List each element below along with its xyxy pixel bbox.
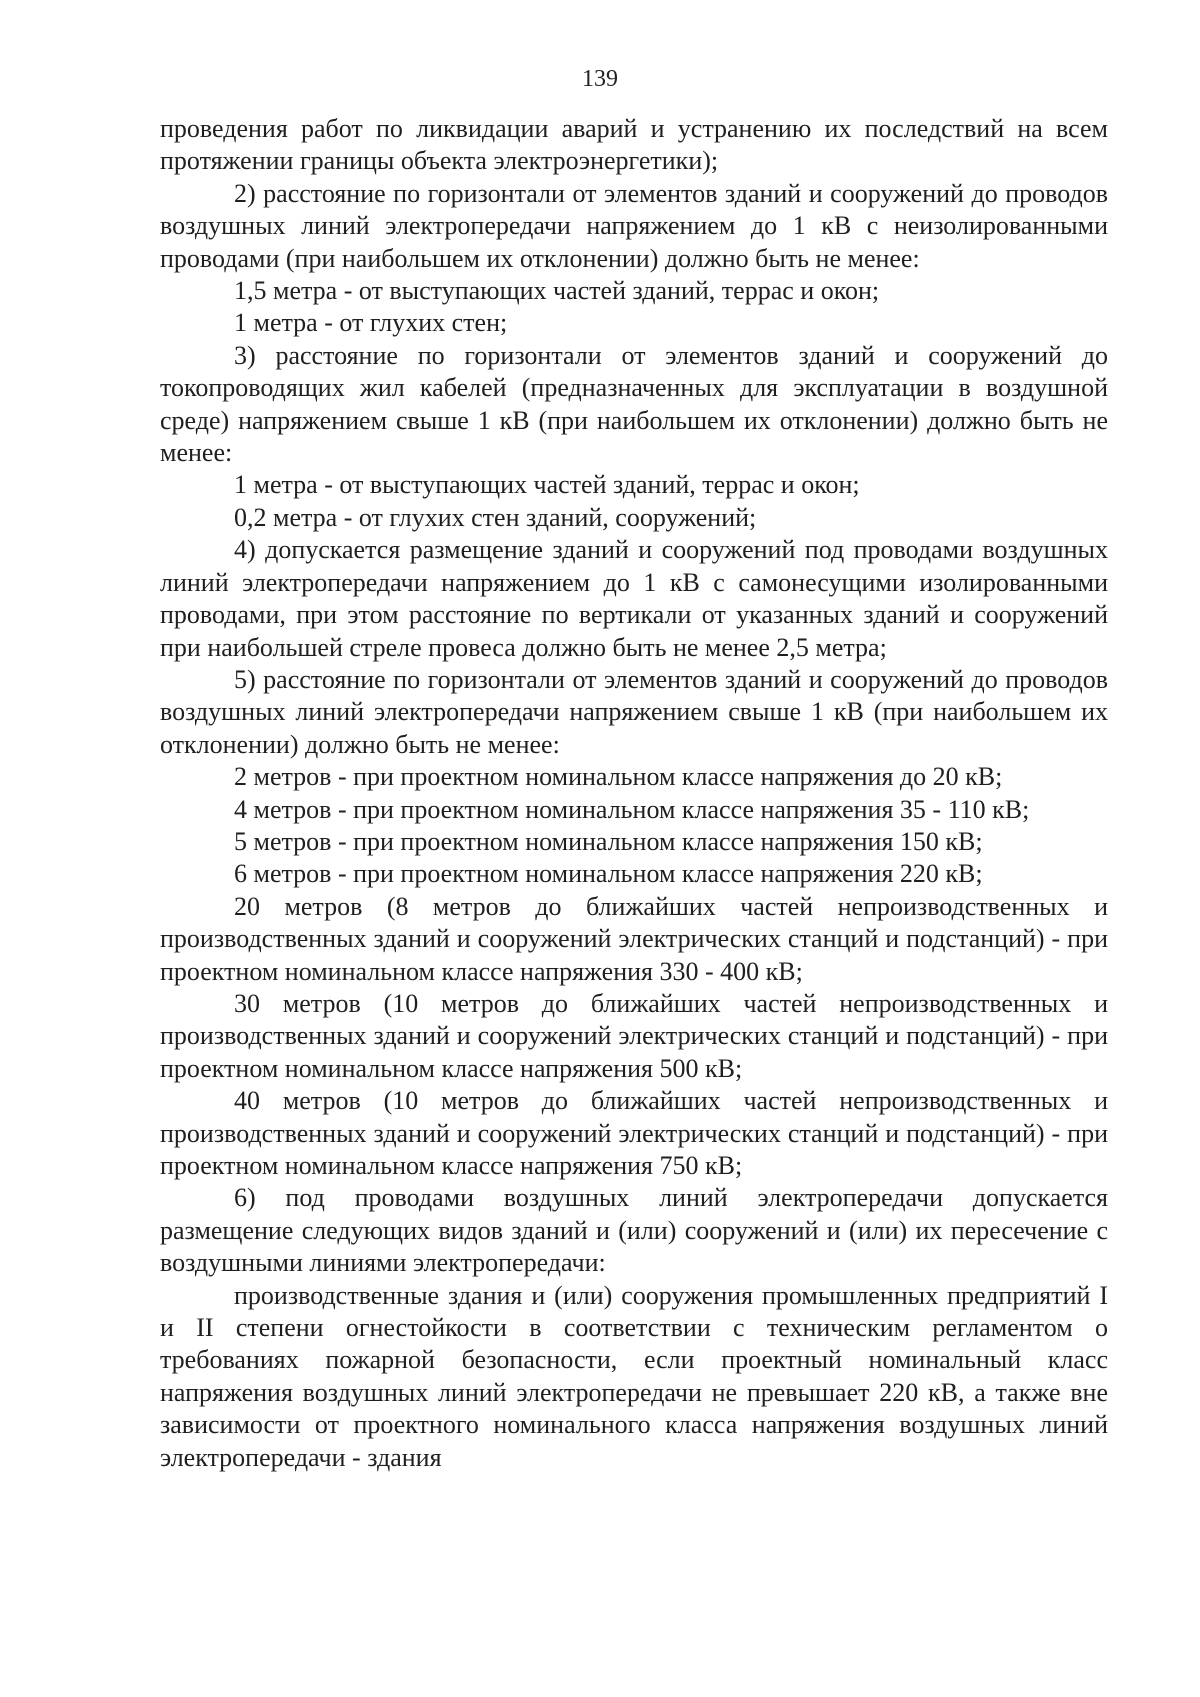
paragraph: 4 метров - при проектном номинальном классе напряжения 35 - 110 кВ; (234, 794, 1030, 824)
paragraph: 2 метров - при проектном номинальном классе напряжения до 20 кВ; (234, 762, 1003, 792)
paragraph: 40 метров (10 метров до ближайших частей непроизводственных и производственных зданий и сооружений электрических станций и подстанций) - при проектном номинальном классе напряжения 750 кВ; (160, 1086, 1108, 1180)
paragraph: 1 метра - от глухих стен; (234, 308, 508, 338)
body-text (160, 113, 1108, 1474)
paragraph: 1,5 метра - от выступающих частей зданий, террас и окон; (234, 276, 880, 306)
paragraph: 1 метра - от выступающих частей зданий, террас и окон; (234, 470, 860, 500)
paragraph: 20 метров (8 метров до ближайших частей непроизводственных и производственных зданий и сооружений электрических станций и подстанций) - при проектном номинальном классе напряжения 330 - 400 кВ; (160, 891, 1108, 986)
paragraph: 0,2 метра - от глухих стен зданий, сооружений; (234, 502, 757, 532)
paragraph: 30 метров (10 метров до ближайших частей непроизводственных и производственных зданий и сооружений электрических станций и подстанций) - при проектном номинальном классе напряжения 500 кВ; (160, 988, 1108, 1083)
paragraph: 2) расстояние по горизонтали от элементов зданий и сооружений до проводов воздушных линий электропередачи напряжением до 1 кВ с неизолированными проводами (при наибольшем их отклонении) должно быть не менее: (160, 178, 1108, 273)
paragraph: 6 метров - при проектном номинальном классе напряжения 220 кВ; (234, 859, 983, 889)
paragraph: 3) расстояние по горизонтали от элементов зданий и сооружений до токопроводящих жил кабелей (предназначенных для эксплуатации в воздушной среде) напряжением свыше 1 кВ (при наибольшем их отклонении) должно быть не менее: (160, 340, 1108, 468)
paragraph: проведения работ по ликвидации аварий и устранению их последствий на всем протяжении границы объекта электроэнергетики); (160, 114, 1108, 176)
paragraph: 4) допускается размещение зданий и сооружений под проводами воздушных линий электропередачи напряжением до 1 кВ с самонесущими изолированными проводами, при этом расстояние по вертикали от указанных зданий и сооружений при наибольшей стреле провеса должно быть не менее 2,5 метра; (160, 535, 1108, 662)
paragraph: 5) расстояние по горизонтали от элементов зданий и сооружений до проводов воздушных линий электропередачи напряжением свыше 1 кВ (при наибольшем их отклонении) должно быть не менее: (160, 664, 1108, 759)
paragraph: 5 метров - при проектном номинальном классе напряжения 150 кВ; (234, 826, 983, 856)
paragraph: производственные здания и (или) сооружения промышленных предприятий I и II степени огнестойкости в соответствии с техническим регламентом о требованиях пожарной безопасности, если проектный номинальный класс напряжения воздушных линий электропередачи не превышает 220 кВ, а также вне зависимости от проектного номинального класса напряжения воздушных линий электропередачи - здания (160, 1280, 1108, 1472)
page-number: 139 (582, 66, 618, 92)
paragraph: 6) под проводами воздушных линий электропередачи допускается размещение следующих видов зданий и (или) сооружений и (или) их пересечение с воздушными линиями электропередачи: (160, 1183, 1108, 1278)
